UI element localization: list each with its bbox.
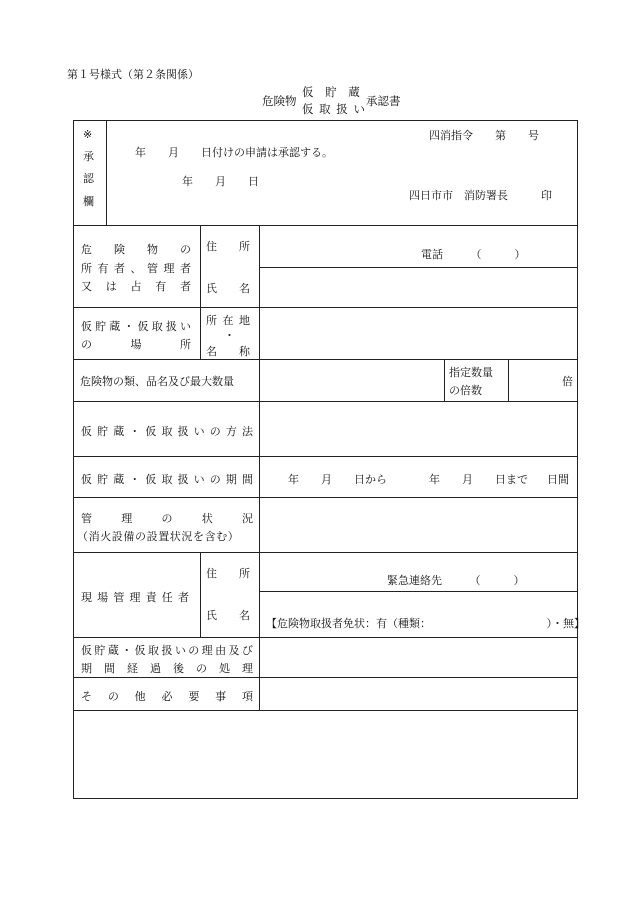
title-line-storage: 仮 貯 蔵 [302, 85, 364, 99]
approval-mark: ※ [83, 128, 93, 141]
site-manager-address-label: 住 所 [206, 567, 250, 580]
row-divider [73, 456, 578, 457]
reason-label-line: 期 間 経 過 後 の 処 理 [81, 662, 253, 675]
row-divider [73, 359, 578, 360]
approval-label-char: 承 [83, 150, 94, 163]
location-sublabel-dot: ・ [224, 329, 235, 342]
column-divider [444, 359, 445, 401]
issuer: 四日市市 消防署長 印 [409, 189, 552, 202]
title-line-handling: 仮 取 扱 い [302, 102, 366, 116]
column-divider [259, 225, 260, 710]
column-divider [200, 225, 201, 359]
row-divider [259, 267, 578, 268]
license-status: 【危険物取扱者免状：有（種類： ）・無】 [266, 617, 585, 630]
row-divider [73, 552, 578, 553]
period-days: 日間 [547, 473, 569, 486]
ratio-label: の倍数 [449, 384, 482, 397]
period-end: 年 月 日まで [429, 473, 528, 486]
column-divider [200, 552, 201, 637]
owner-address-label: 住 所 [206, 240, 250, 253]
approval-label-char: 欄 [83, 195, 94, 208]
row-divider [259, 591, 578, 592]
column-divider [106, 120, 107, 225]
management-sublabel: （消火設備の設置状況を含む） [77, 530, 240, 543]
row-divider [73, 677, 578, 678]
row-divider [73, 401, 578, 402]
row-divider [73, 225, 578, 226]
approval-label-char: 認 [83, 172, 94, 185]
row-divider [73, 710, 578, 711]
title-suffix: 承認書 [366, 94, 401, 108]
ratio-label: 指定数量 [449, 366, 493, 379]
method-label: 仮 貯 蔵 ・ 仮 取 扱 い の 方 法 [81, 425, 253, 438]
title-prefix: 危険物 [262, 94, 297, 108]
site-manager-name-label: 氏 名 [206, 609, 250, 622]
row-divider [73, 307, 578, 308]
owner-name-label: 氏 名 [206, 282, 250, 295]
hazmat-label: 危険物の類、品名及び最大数量 [80, 375, 234, 388]
owner-phone: 電話 （ ） [421, 248, 526, 261]
location-sublabel-line: 名 称 [206, 345, 250, 358]
approval-date: 年 月 日 [182, 175, 259, 188]
owner-label-line: 又 は 占 有 者 [81, 280, 191, 293]
column-divider [508, 359, 509, 401]
period-start: 年 月 日から [288, 473, 387, 486]
owner-label-line: 所 有 者 、 管 理 者 [81, 262, 191, 275]
other-label: そ の 他 必 要 事 項 [81, 690, 253, 703]
document-number: 四消指令 第 号 [429, 129, 539, 142]
emergency-contact: 緊急連絡先 （ ） [387, 574, 525, 587]
site-manager-label: 現 場 管 理 責 任 者 [81, 591, 189, 604]
form-number: 第１号様式（第２条関係） [67, 68, 199, 81]
management-label: 管 理 の 状 況 [81, 512, 253, 525]
row-divider [73, 637, 578, 638]
period-label: 仮 貯 蔵 ・ 仮 取 扱 い の 期 間 [81, 473, 253, 486]
ratio-unit: 倍 [562, 375, 573, 388]
location-label-line: の 場 所 [81, 338, 191, 351]
location-label-line: 仮 貯 蔵 ・ 仮 取 扱 い [81, 320, 191, 333]
owner-label-line: 危 険 物 の [81, 243, 191, 256]
row-divider [73, 497, 578, 498]
reason-label-line: 仮 貯 蔵 ・ 仮 取 扱 い の 理 由 及 び [81, 644, 253, 657]
application-text: 年 月 日付けの申請は承認する。 [135, 146, 333, 159]
location-sublabel-line: 所 在 地 [206, 314, 250, 327]
